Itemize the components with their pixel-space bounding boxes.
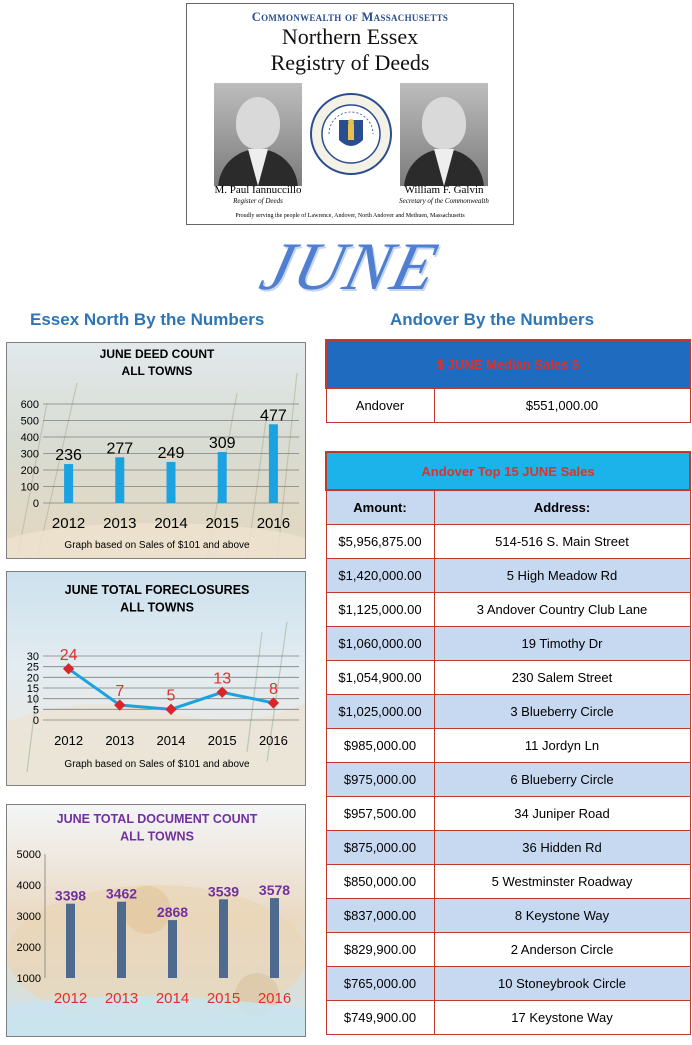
data-label: 249 — [157, 444, 185, 462]
sale-amount: $875,000.00 — [326, 830, 434, 864]
sale-amount: $765,000.00 — [326, 966, 434, 1000]
chart-note: Graph based on Sales of $101 and above — [64, 540, 250, 551]
sale-address: 36 Hidden Rd — [434, 830, 690, 864]
sale-amount: $850,000.00 — [326, 864, 434, 898]
table-row — [326, 864, 690, 898]
sale-address: 6 Blueberry Circle — [434, 762, 690, 796]
data-label: 7 — [115, 683, 125, 701]
median-sales-table — [325, 339, 691, 423]
sale-amount: $1,025,000.00 — [326, 694, 434, 728]
table-row — [326, 762, 690, 796]
sale-address: 11 Jordyn Ln — [434, 728, 690, 762]
chart-title: JUNE TOTAL FORECLOSURES — [64, 583, 250, 597]
median-sales-title: $ JUNE Median Sales $ — [326, 340, 690, 388]
table-row — [326, 592, 690, 626]
table-row — [326, 694, 690, 728]
y-tick-label: 200 — [20, 465, 39, 477]
y-tick-label: 20 — [26, 672, 39, 685]
y-tick-label: 30 — [26, 651, 39, 663]
data-label: 236 — [55, 447, 82, 465]
chart-title: ALL TOWNS — [120, 829, 194, 844]
tagline: Proudly serving the people of Lawrence, Andover, North Andover and Methuen, Massachusetts — [235, 213, 465, 219]
y-tick-label: 5 — [32, 704, 39, 717]
sale-amount: $749,900.00 — [326, 1000, 434, 1034]
bar — [270, 898, 279, 978]
sale-amount: $1,125,000.00 — [326, 592, 434, 626]
table-row — [326, 796, 690, 830]
data-label: 2868 — [156, 904, 189, 921]
data-label: 277 — [106, 440, 134, 458]
table-row — [326, 898, 690, 932]
bar — [269, 424, 278, 503]
x-tick-label: 2014 — [155, 990, 190, 1007]
massachusetts-seal-icon — [309, 92, 393, 176]
sale-amount: $1,420,000.00 — [326, 558, 434, 592]
sale-address: 10 Stoneybrook Circle — [434, 966, 690, 1000]
table-row — [326, 558, 690, 592]
chart-title: ALL TOWNS — [121, 364, 193, 378]
top-sales-table — [325, 451, 691, 1035]
data-label: 8 — [268, 680, 278, 698]
sale-address: 3 Blueberry Circle — [434, 694, 690, 728]
sale-amount: $1,054,900.00 — [326, 660, 434, 694]
sale-amount: $975,000.00 — [326, 762, 434, 796]
month-title: JUNE — [253, 228, 447, 304]
x-tick-label: 2016 — [258, 733, 288, 748]
chart-title: JUNE TOTAL DOCUMENT COUNT — [56, 812, 258, 826]
y-tick-label: 0 — [32, 715, 39, 727]
deed-count-plot — [7, 343, 306, 559]
y-tick-label: 3000 — [16, 911, 41, 923]
sale-amount: $1,060,000.00 — [326, 626, 434, 660]
sale-amount: $985,000.00 — [326, 728, 434, 762]
document-count-chart — [6, 804, 306, 1037]
top-sales-title: Andover Top 15 JUNE Sales — [326, 452, 690, 490]
bar — [168, 920, 177, 978]
y-tick-label: 25 — [26, 661, 39, 674]
sale-amount: $957,500.00 — [326, 796, 434, 830]
y-tick-label: 500 — [20, 415, 39, 428]
andover-header: Andover By the Numbers — [390, 310, 595, 329]
bar — [219, 899, 228, 978]
sale-address: 34 Juniper Road — [434, 796, 690, 830]
chart-title: JUNE DEED COUNT — [99, 347, 215, 361]
median-value: $551,000.00 — [434, 388, 690, 422]
x-tick-label: 2014 — [154, 515, 188, 532]
document-count-plot — [7, 805, 306, 1037]
secretary-role: Secretary of the Commonwealth — [399, 197, 489, 205]
data-label: 477 — [260, 407, 287, 425]
sale-address: 5 High Meadow Rd — [434, 558, 690, 592]
sale-address: 19 Timothy Dr — [434, 626, 690, 660]
sale-address: 3 Andover Country Club Lane — [434, 592, 690, 626]
x-tick-label: 2016 — [257, 990, 292, 1007]
table-row — [326, 728, 690, 762]
x-tick-label: 2016 — [256, 515, 291, 532]
table-row — [326, 1000, 690, 1034]
sale-amount: $837,000.00 — [326, 898, 434, 932]
bar — [117, 902, 126, 978]
data-label: 3462 — [105, 885, 138, 902]
y-tick-label: 0 — [32, 498, 39, 510]
bar — [66, 904, 75, 978]
essex-north-header: Essex North By the Numbers — [30, 310, 265, 329]
table-row — [326, 660, 690, 694]
register-role: Register of Deeds — [233, 197, 283, 205]
x-tick-label: 2013 — [103, 515, 137, 532]
sale-address: 230 Salem Street — [434, 660, 690, 694]
sale-amount: $5,956,875.00 — [326, 524, 434, 558]
x-tick-label: 2013 — [104, 990, 139, 1007]
foreclosures-chart — [6, 571, 306, 786]
x-tick-label: 2013 — [105, 733, 135, 748]
data-label: 5 — [166, 687, 176, 705]
y-tick-label: 1000 — [16, 973, 41, 985]
x-tick-label: 2012 — [54, 733, 84, 748]
x-tick-label: 2015 — [207, 733, 237, 748]
data-point — [165, 704, 176, 715]
register-portrait — [214, 83, 302, 186]
secretary-portrait — [400, 83, 488, 186]
sale-address: 17 Keystone Way — [434, 1000, 690, 1034]
median-town: Andover — [326, 388, 434, 422]
y-tick-label: 5000 — [16, 849, 41, 861]
y-tick-label: 10 — [26, 693, 39, 706]
data-label: 3578 — [258, 882, 291, 899]
data-label: 3398 — [54, 887, 87, 904]
registry-title: Northern Essex Registry of Deeds — [270, 24, 430, 75]
amount-column-header: Amount: — [326, 490, 434, 524]
y-tick-label: 15 — [26, 683, 39, 695]
y-tick-label: 4000 — [16, 880, 41, 892]
register-name: M. Paul Iannuccillo — [214, 184, 302, 196]
bar — [218, 452, 227, 503]
bar — [64, 464, 73, 503]
sale-address: 514-516 S. Main Street — [434, 524, 690, 558]
table-row — [326, 626, 690, 660]
y-tick-label: 600 — [20, 399, 39, 411]
address-column-header: Address: — [434, 490, 690, 524]
data-label: 24 — [59, 646, 78, 664]
state-name: Commonwealth of Massachusetts — [251, 10, 449, 24]
registry-banner — [186, 3, 514, 225]
x-tick-label: 2014 — [156, 733, 186, 748]
data-label: 309 — [208, 435, 236, 453]
data-label: 13 — [213, 670, 232, 688]
foreclosures-plot — [7, 572, 306, 786]
deed-count-chart — [6, 342, 306, 559]
y-tick-label: 2000 — [16, 942, 41, 954]
sale-address: 2 Anderson Circle — [434, 932, 690, 966]
y-tick-label: 300 — [20, 448, 39, 461]
table-row — [326, 932, 690, 966]
x-tick-label: 2012 — [51, 515, 86, 532]
y-tick-label: 100 — [20, 481, 39, 494]
data-label: 3539 — [207, 883, 240, 900]
bar — [167, 462, 176, 503]
table-row — [326, 830, 690, 864]
y-tick-label: 400 — [20, 432, 39, 444]
bar — [115, 457, 124, 503]
table-row — [326, 524, 690, 558]
sale-address: 5 Westminster Roadway — [434, 864, 690, 898]
chart-title: ALL TOWNS — [120, 600, 194, 615]
x-tick-label: 2012 — [53, 990, 88, 1007]
x-tick-label: 2015 — [205, 515, 239, 532]
sale-amount: $829,900.00 — [326, 932, 434, 966]
x-tick-label: 2015 — [206, 990, 241, 1007]
table-row — [326, 966, 690, 1000]
secretary-name: William F. Galvin — [404, 184, 484, 196]
chart-note: Graph based on Sales of $101 and above — [64, 759, 250, 770]
sale-address: 8 Keystone Way — [434, 898, 690, 932]
